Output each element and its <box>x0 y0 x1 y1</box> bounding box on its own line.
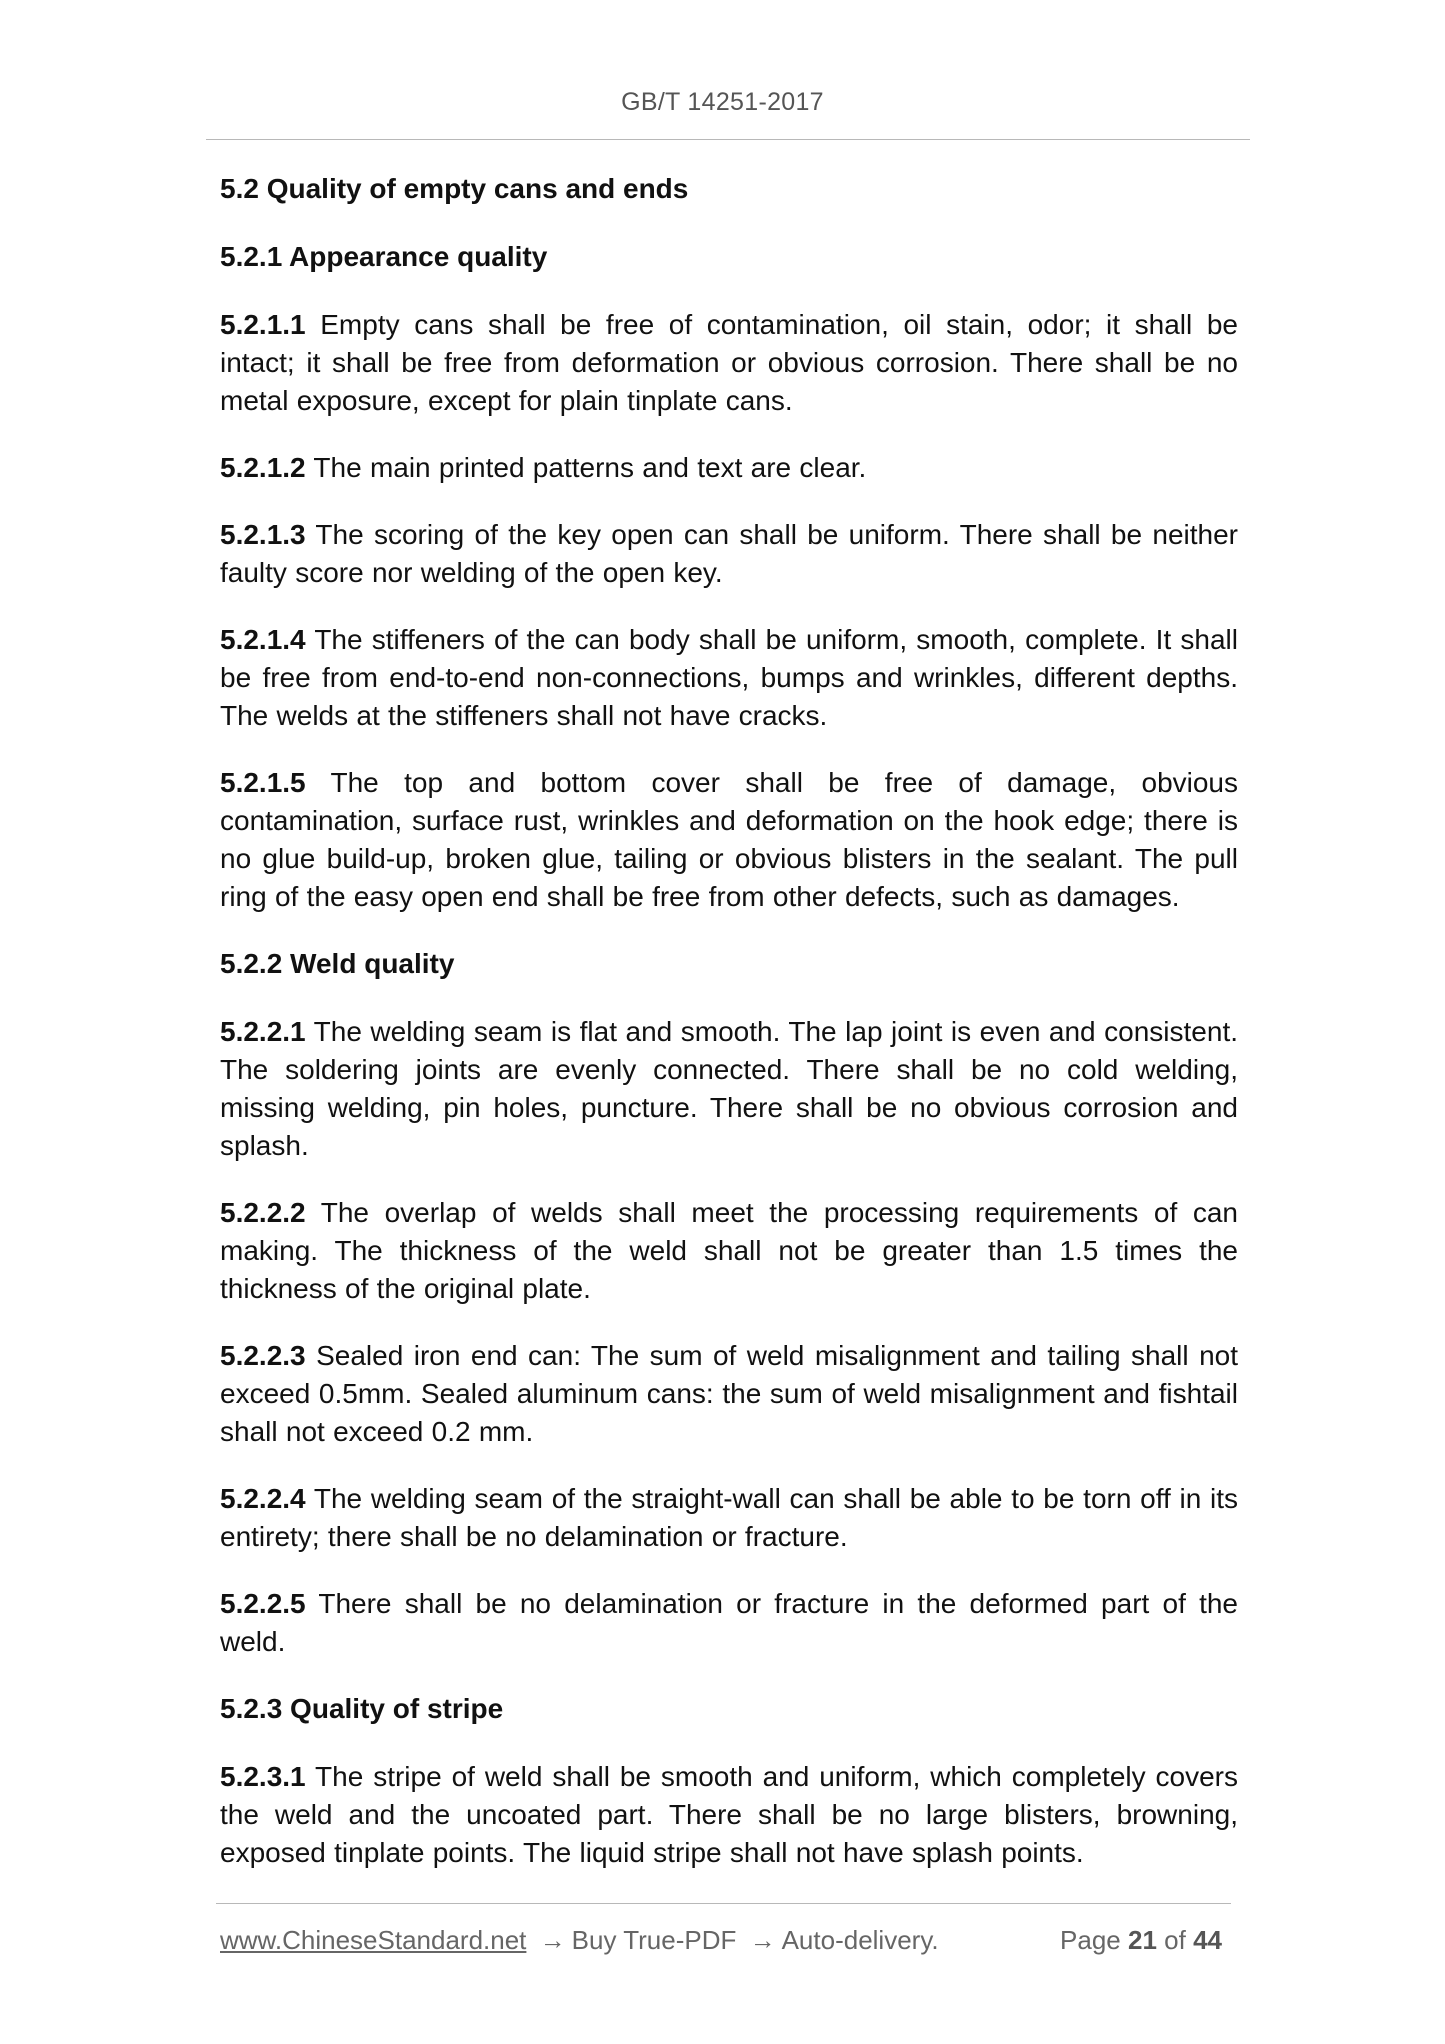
clause-paragraph <box>220 1585 1238 1661</box>
clause-paragraph <box>220 621 1238 735</box>
clause-paragraph <box>220 1013 1238 1165</box>
footer-step-buy: Buy True-PDF <box>571 1925 737 1955</box>
clause-number: 5.2.1.3 <box>220 519 306 550</box>
clause-paragraph <box>220 516 1238 592</box>
right-arrow-icon: → <box>539 1925 566 1955</box>
page-total: 44 <box>1193 1925 1222 1955</box>
clause-text: The welding seam of the straight-wall can shall be able to be torn off in its entirety; there shall be no delamination or fracture. <box>220 1483 1238 1552</box>
clause-number: 5.2.2.3 <box>220 1340 306 1371</box>
document-body <box>220 170 1238 1901</box>
section-heading: 5.2.3 Quality of stripe <box>220 1693 504 1724</box>
section-heading: 5.2.1 Appearance quality <box>220 241 548 272</box>
page-indicator <box>1060 1923 1222 1957</box>
header-divider <box>206 139 1250 140</box>
clause-paragraph <box>220 306 1238 420</box>
document-id-header: GB/T 14251-2017 <box>621 88 824 116</box>
clause-number: 5.2.2.4 <box>220 1483 306 1514</box>
clause-paragraph <box>220 449 1238 487</box>
clause-paragraph <box>220 1480 1238 1556</box>
clause-paragraph <box>220 1758 1238 1872</box>
clause-text: Empty cans shall be free of contamination, oil stain, odor; it shall be intact; it shall be free from deformation or obvious corrosion. There shall be no metal exposure, except for plain tinplate cans. <box>220 309 1238 416</box>
clause-text: The stiffeners of the can body shall be uniform, smooth, complete. It shall be free from end-to-end non-connections, bumps and wrinkles, different depths. The welds at the stiffeners shall not have cracks. <box>220 624 1238 731</box>
clause-number: 5.2.1.2 <box>220 452 306 483</box>
clause-number: 5.2.1.4 <box>220 624 306 655</box>
clause-paragraph <box>220 1337 1238 1451</box>
clause-number: 5.2.2.5 <box>220 1588 306 1619</box>
clause-paragraph <box>220 764 1238 916</box>
clause-number: 5.2.2.2 <box>220 1197 306 1228</box>
footer-divider <box>216 1903 1231 1904</box>
clause-text: The scoring of the key open can shall be uniform. There shall be neither faulty score nor welding of the open key. <box>220 519 1238 588</box>
section-heading: 5.2 Quality of empty cans and ends <box>220 173 689 204</box>
clause-text: The top and bottom cover shall be free of damage, obvious contamination, surface rust, wrinkles and deformation on the hook edge; there is no glue build-up, broken glue, tailing or obvious blisters in the sealant. The pull ring of the easy open end shall be free from other defects, such as damages. <box>220 767 1238 912</box>
clause-text: Sealed iron end can: The sum of weld misalignment and tailing shall not exceed 0.5mm. Sealed aluminum cans: the sum of weld misalignment and fishtail shall not exceed 0.2 mm. <box>220 1340 1238 1447</box>
clause-text: The stripe of weld shall be smooth and uniform, which completely covers the weld and the uncoated part. There shall be no large blisters, browning, exposed tinplate points. The liquid stripe shall not have splash points. <box>220 1761 1238 1868</box>
clause-text: The main printed patterns and text are clear. <box>305 452 867 483</box>
of-label: of <box>1164 1925 1186 1955</box>
website-link[interactable]: www.ChineseStandard.net <box>220 1925 527 1955</box>
clause-number: 5.2.1.5 <box>220 767 306 798</box>
section-heading: 5.2.2 Weld quality <box>220 948 455 979</box>
clause-paragraph <box>220 1194 1238 1308</box>
clause-number: 5.2.3.1 <box>220 1761 306 1792</box>
page-label: Page <box>1060 1925 1121 1955</box>
clause-text: The welding seam is flat and smooth. The lap joint is even and consistent. The soldering joints are evenly connected. There shall be no cold welding, missing welding, pin holes, puncture. There shall be no obvious corrosion and splash. <box>220 1016 1238 1161</box>
right-arrow-icon: → <box>749 1925 776 1955</box>
clause-text: There shall be no delamination or fracture in the deformed part of the weld. <box>220 1588 1238 1657</box>
footer-step-delivery: Auto-delivery. <box>781 1925 939 1955</box>
clause-number: 5.2.2.1 <box>220 1016 306 1047</box>
clause-text: The overlap of welds shall meet the processing requirements of can making. The thickness of the weld shall not be greater than 1.5 times the thickness of the original plate. <box>220 1197 1238 1304</box>
page-footer <box>220 1923 1230 1957</box>
clause-number: 5.2.1.1 <box>220 309 306 340</box>
page-number: 21 <box>1128 1925 1157 1955</box>
